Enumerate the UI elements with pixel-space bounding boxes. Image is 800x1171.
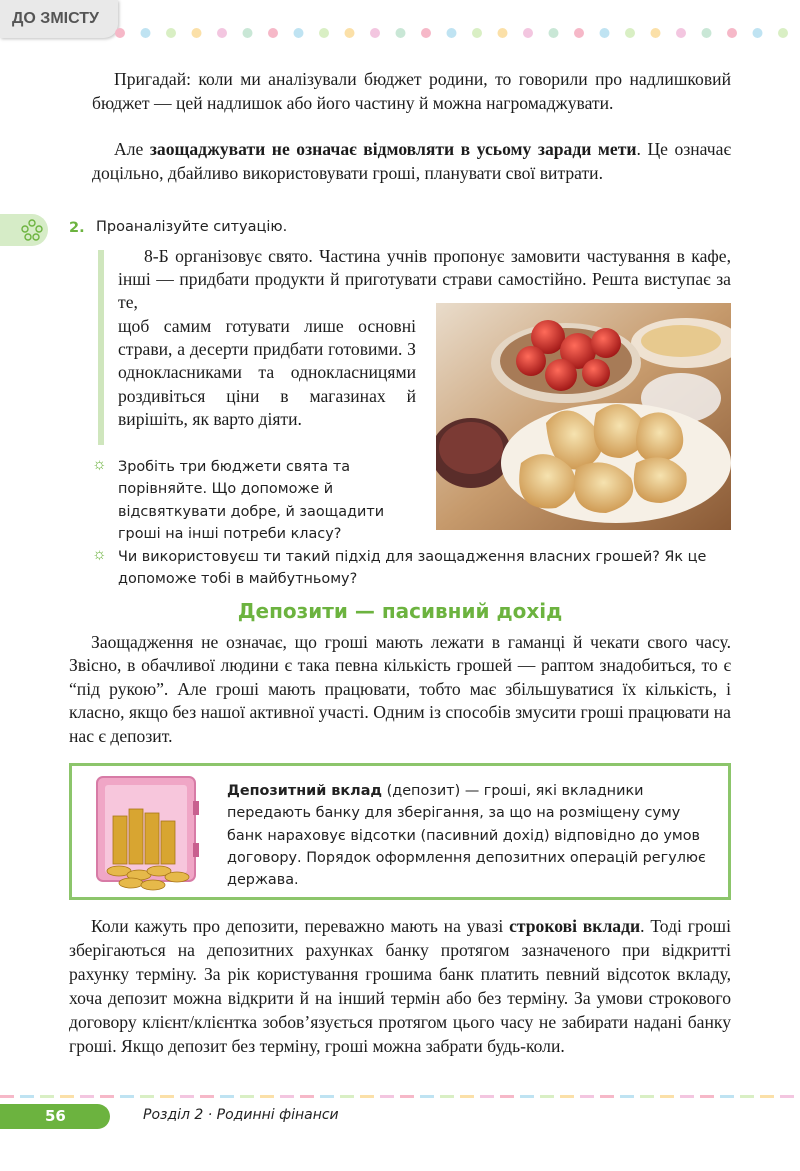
section-title: Депозити — пасивний дохід	[237, 599, 563, 623]
section-paragraph: Заощадження не означає, що гроші мають лежати в гаманці й чекати свого часу. Звісно, в обачливої людини є така певна кількість грошей — раптом знадобиться, то є “під рукою”. Але гроші мають працювати, тобто має збільшуватися їх кількість, і класно, якщо без нашої активної участі. Одним із способів змусити гроші працювати на нас є депозит.	[69, 632, 731, 746]
task-bullet-2: Чи використовуєш ти такий підхід для заощадження власних грошей? Як це допоможе тобі в майбутньому?	[118, 549, 707, 588]
decor-dash	[780, 1095, 794, 1098]
decor-dash	[320, 1095, 334, 1098]
intro-paragraph-2	[92, 137, 731, 185]
decor-dot	[702, 28, 712, 38]
decor-dash	[740, 1095, 754, 1098]
decorative-dots	[112, 27, 800, 39]
decor-dot	[472, 28, 482, 38]
decor-dash	[120, 1095, 134, 1098]
decor-dash	[680, 1095, 694, 1098]
task-number: 2.	[69, 220, 85, 236]
decor-dash	[720, 1095, 734, 1098]
footer-divider	[0, 1095, 800, 1099]
decor-dot	[421, 28, 431, 38]
decor-dot	[243, 28, 253, 38]
decor-dot	[115, 28, 125, 38]
toc-button[interactable]: ДО ЗМІСТУ	[0, 0, 118, 38]
closing-start: Коли кажуть про депозити, переважно мають на увазі	[91, 916, 510, 936]
decor-dash	[100, 1095, 114, 1098]
decor-dash	[440, 1095, 454, 1098]
decor-dash	[200, 1095, 214, 1098]
task-story-bottom: щоб самим готувати лише основні страви, а десерти придбати готовими. З однокласниками та однокласницями роздивіться ціни в магазинах й вирішіть, як варто діяти.	[118, 316, 416, 429]
decor-dash	[620, 1095, 634, 1098]
decor-dash	[140, 1095, 154, 1098]
decor-dash	[600, 1095, 614, 1098]
decor-dot	[651, 28, 661, 38]
closing-bold: строкові вклади	[509, 916, 641, 936]
decor-dash	[700, 1095, 714, 1098]
decor-dash	[340, 1095, 354, 1098]
decor-dot	[625, 28, 635, 38]
decor-dot	[676, 28, 686, 38]
intro-paragraph-1: Пригадай: коли ми аналізували бюджет родини, то говорили про надлишковий бюджет — цей надлишок або його частину й можна нагромаджувати.	[92, 69, 731, 113]
task-story-top: 8-Б організовує свято. Частина учнів пропонує замовити частування в кафе, інші — придбати продукти й приготувати страви самостійно. Решта виступає за те,	[118, 246, 731, 313]
decor-dash	[20, 1095, 34, 1098]
decor-dash	[640, 1095, 654, 1098]
decor-dot	[727, 28, 737, 38]
decor-dot	[778, 28, 788, 38]
decor-dash	[400, 1095, 414, 1098]
sun-bullet-icon: ☼	[92, 456, 107, 473]
page-number: 56	[0, 1104, 110, 1129]
decor-dot	[549, 28, 559, 38]
decor-dash	[380, 1095, 394, 1098]
definition-body: (депозит) — гроші, які вкладники передають банку для зберігання, за що на розміщену суму банк нараховує відсотки (пасивний дохід) відповідно до умов договору. Порядок оформлення депозитних операцій регулює держава.	[227, 783, 706, 889]
decor-dot	[523, 28, 533, 38]
decor-dash	[180, 1095, 194, 1098]
decor-dot	[319, 28, 329, 38]
decor-dash	[0, 1095, 14, 1098]
closing-end: . Тоді гроші зберігаються на депозитних рахунках банку протягом зазначеного при відкритті рахунку терміну. За рік користування грошима банк платить певний відсоток вкладу, хоча депозит можна відкрити й на інший термін або без терміну. За умови строкового договору клієнт/клієнтка зобов’язується протягом цього часу не забирати надані банку гроші. Якщо депозит без терміну, гроші можна забрати будь-коли.	[69, 916, 731, 1056]
decor-dash	[540, 1095, 554, 1098]
decor-dash	[560, 1095, 574, 1098]
quote-bar	[98, 250, 104, 445]
decor-dash	[40, 1095, 54, 1098]
decor-dash	[460, 1095, 474, 1098]
decor-dot	[294, 28, 304, 38]
decor-dash	[60, 1095, 74, 1098]
festive-table-photo	[436, 303, 731, 530]
decor-dash	[420, 1095, 434, 1098]
decor-dash	[280, 1095, 294, 1098]
definition-term: Депозитний вклад	[227, 783, 383, 799]
decor-dot	[574, 28, 584, 38]
decor-dot	[753, 28, 763, 38]
decor-dot	[447, 28, 457, 38]
decor-dash	[760, 1095, 774, 1098]
decor-dash	[360, 1095, 374, 1098]
decor-dot	[268, 28, 278, 38]
decor-dot	[192, 28, 202, 38]
chapter-title: Розділ 2 · Родинні фінанси	[143, 1107, 339, 1123]
decor-dot	[396, 28, 406, 38]
intro-p2-start: Але	[114, 139, 150, 159]
decor-dot	[600, 28, 610, 38]
decor-dot	[370, 28, 380, 38]
safe-with-coins-icon	[89, 771, 203, 893]
decor-dash	[80, 1095, 94, 1098]
decor-dot	[166, 28, 176, 38]
intro-p2-bold: заощаджувати не означає відмовляти в усьому заради мети	[149, 139, 637, 159]
decor-dash	[220, 1095, 234, 1098]
decor-dot	[498, 28, 508, 38]
decor-dot	[217, 28, 227, 38]
decor-dot	[141, 28, 151, 38]
definition-box	[69, 763, 731, 900]
decor-dash	[500, 1095, 514, 1098]
intro-p2-end: . Це означає доцільно, дбайливо використовувати гроші, планувати свої витрати.	[92, 139, 731, 183]
closing-paragraph	[69, 914, 731, 1058]
sun-bullet-icon: ☼	[92, 546, 107, 563]
decor-dash	[240, 1095, 254, 1098]
task-bullet-1: Зробіть три бюджети свята та порівняйте. Що допоможе й відсвяткувати добре, й заощадити гроші на інші потреби класу?	[118, 459, 385, 543]
task-instruction: Проаналізуйте ситуацію.	[96, 219, 288, 235]
decor-dot	[345, 28, 355, 38]
group-work-icon	[0, 214, 48, 246]
decor-dash	[160, 1095, 174, 1098]
decor-dash	[300, 1095, 314, 1098]
decor-dash	[580, 1095, 594, 1098]
decor-dash	[480, 1095, 494, 1098]
decor-dash	[520, 1095, 534, 1098]
decor-dash	[260, 1095, 274, 1098]
decor-dash	[660, 1095, 674, 1098]
definition-text	[227, 780, 717, 891]
